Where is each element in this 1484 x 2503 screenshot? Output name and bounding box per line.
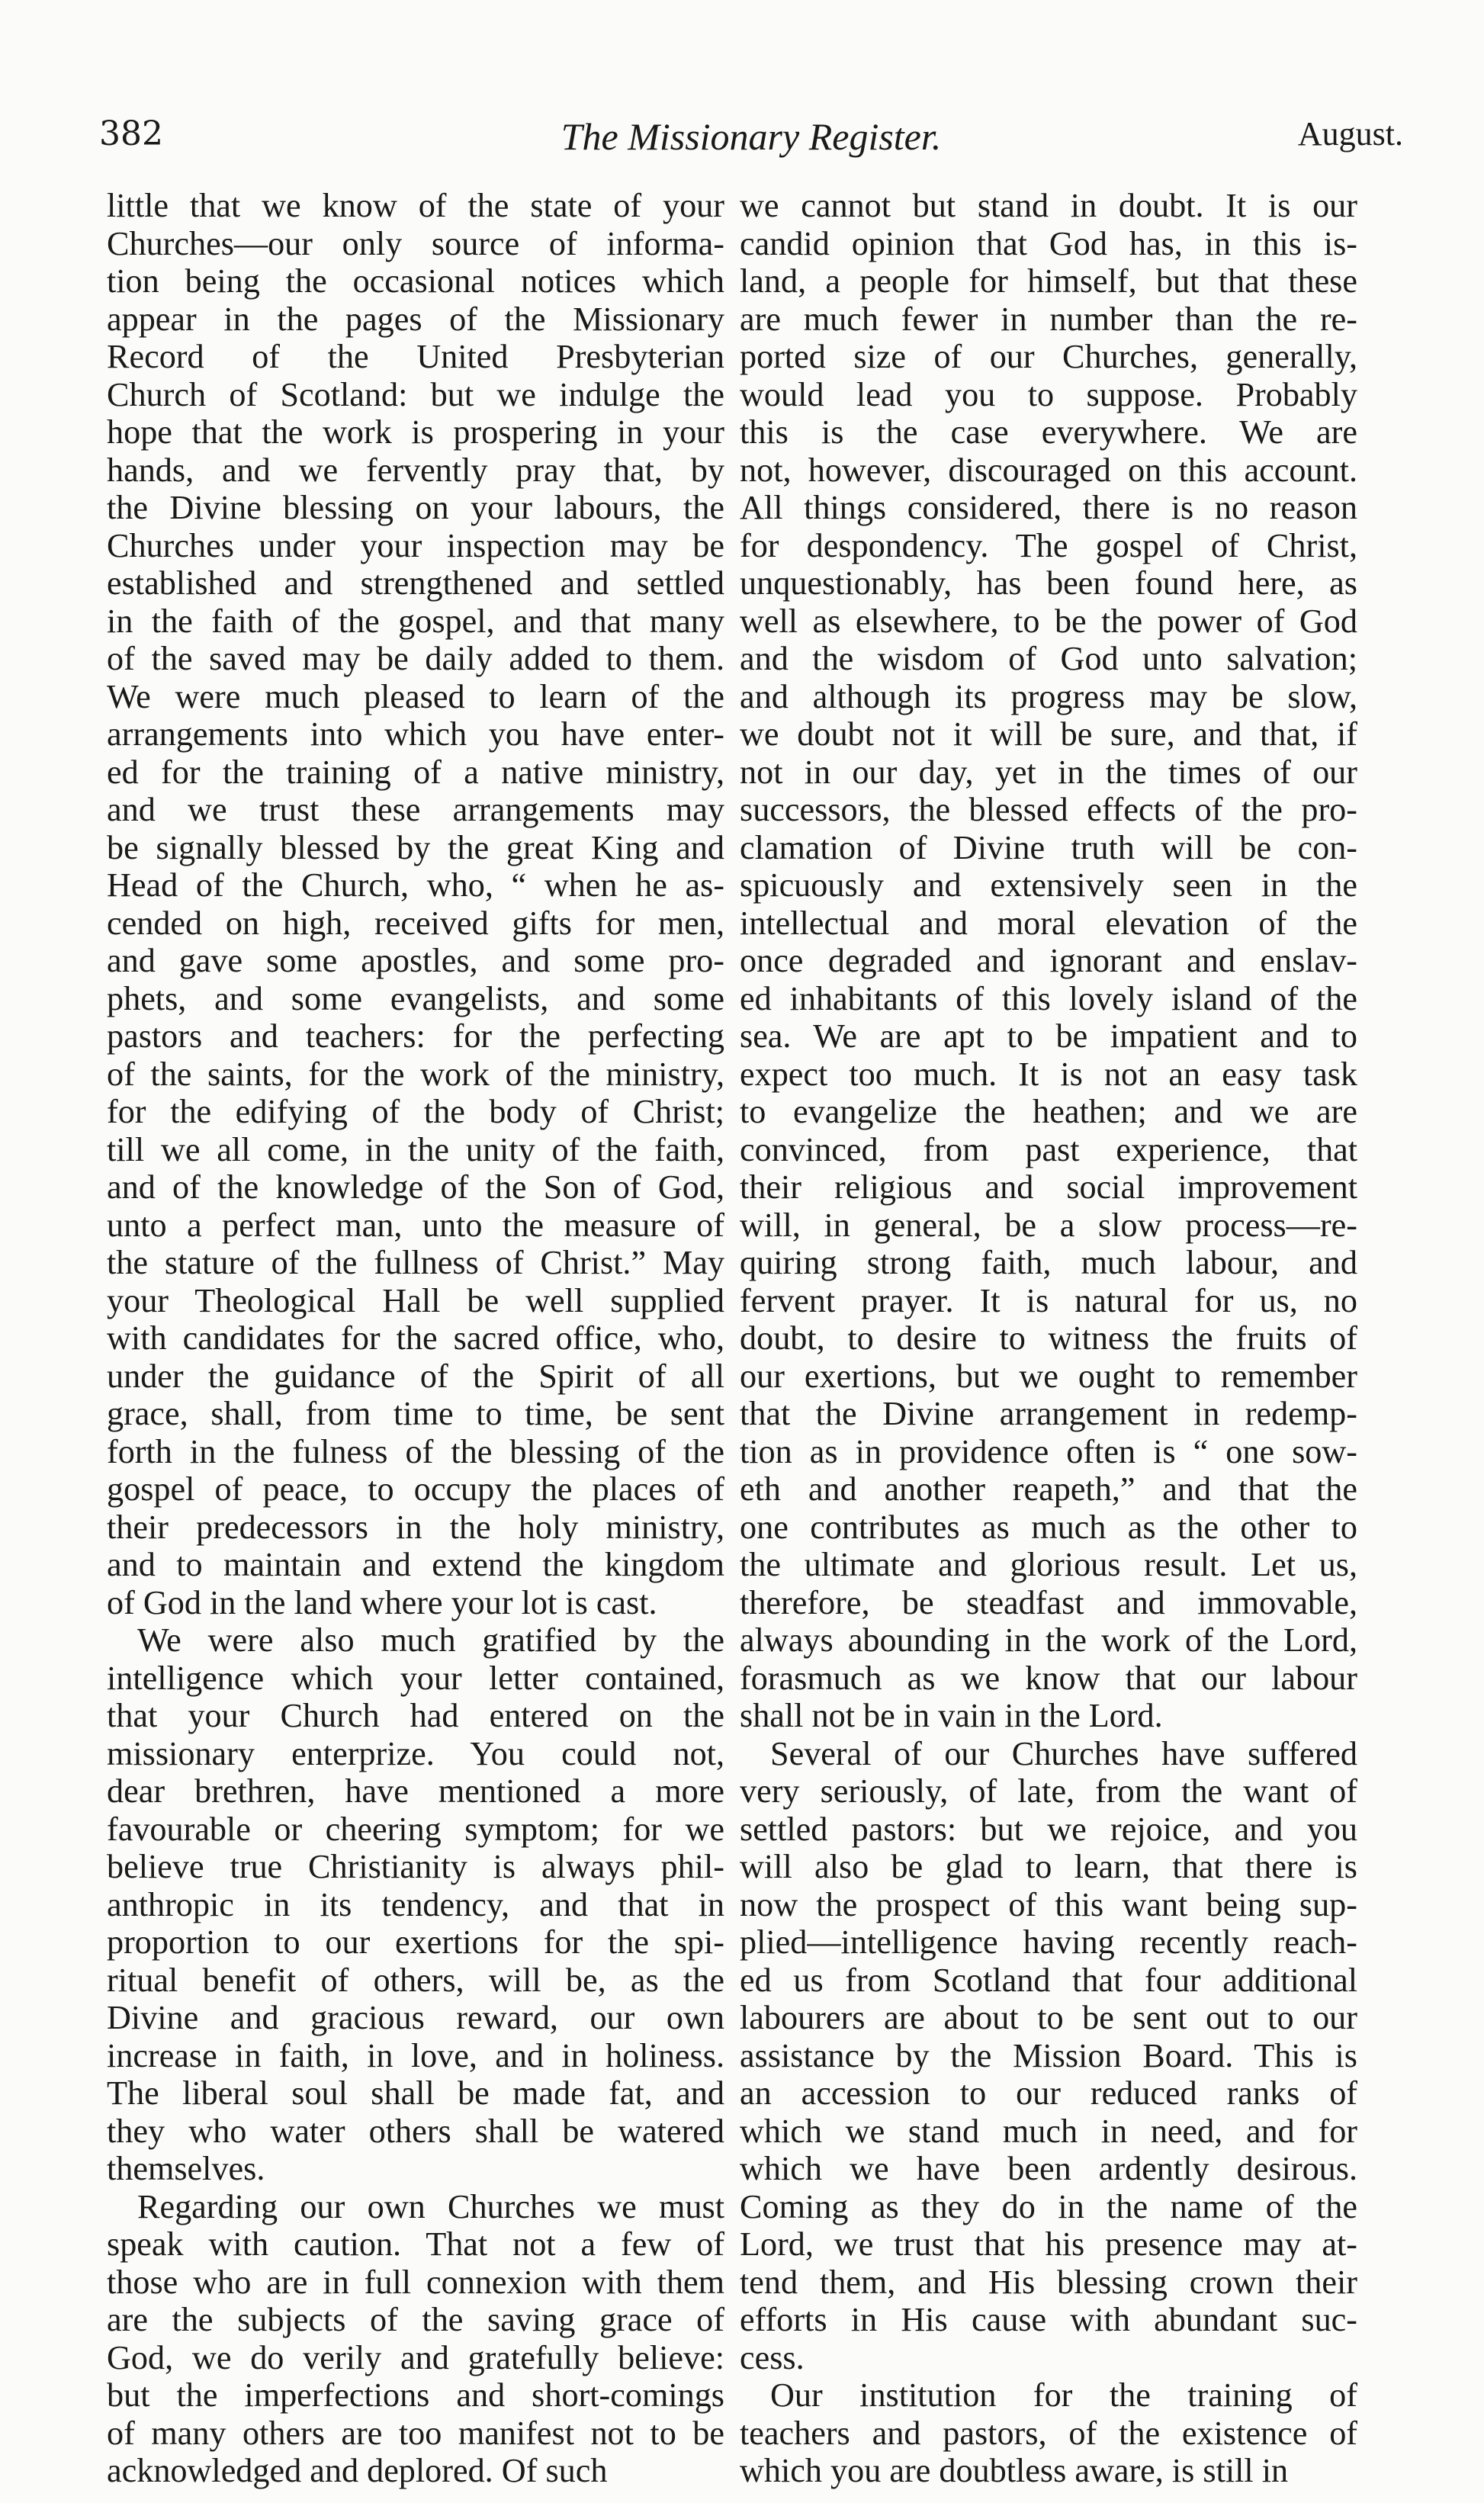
text-line: gospel of peace, to occupy the places of xyxy=(107,1470,724,1508)
text-line: of the saved may be daily added to them. xyxy=(107,640,724,677)
text-line: eth and another reapeth,” and that the xyxy=(740,1470,1357,1508)
text-line: spicuously and extensively seen in the xyxy=(740,866,1357,904)
text-line: and the wisdom of God unto salvation; xyxy=(740,640,1357,677)
text-line: Regarding our own Churches we must xyxy=(137,2187,724,2225)
text-line: land, a people for himself, but that these xyxy=(740,262,1357,300)
text-line: Several of our Churches have suffered xyxy=(770,1734,1357,1772)
text-line: expect too much. It is not an easy task xyxy=(740,1055,1357,1093)
text-line: they who water others shall be watered xyxy=(107,2112,724,2150)
text-line: and of the knowledge of the Son of God, xyxy=(107,1168,724,1206)
text-line: Coming as they do in the name of the xyxy=(740,2187,1357,2225)
text-line: not in our day, yet in the times of our xyxy=(740,753,1357,791)
text-line: not, however, discouraged on this account. xyxy=(740,451,1357,489)
text-line: hope that the work is prospering in your xyxy=(107,413,724,451)
text-line: Divine and gracious reward, our own xyxy=(107,1999,724,2036)
text-line: ed us from Scotland that four additional xyxy=(740,1961,1357,1999)
text-line: clamation of Divine truth will be con- xyxy=(740,828,1357,866)
right-column xyxy=(740,187,1357,2490)
text-line: established and strengthened and settled xyxy=(107,564,724,602)
text-line: grace, shall, from time to time, be sent xyxy=(107,1395,724,1432)
text-line: Lord, we trust that his presence may at- xyxy=(740,2225,1357,2263)
text-line: The liberal soul shall be made fat, and xyxy=(107,2074,724,2112)
text-line: efforts in His cause with abundant suc- xyxy=(740,2301,1357,2338)
running-month: August. xyxy=(1297,115,1403,153)
text-line: quiring strong faith, much labour, and xyxy=(740,1244,1357,1281)
text-line: that the Divine arrangement in redemp- xyxy=(740,1395,1357,1432)
text-line: the ultimate and glorious result. Let us, xyxy=(740,1546,1357,1583)
text-line: tion as in providence often is “ one sow- xyxy=(740,1432,1357,1470)
text-line: cended on high, received gifts for men, xyxy=(107,904,724,942)
text-line: we doubt not it will be sure, and that, if xyxy=(740,715,1357,753)
text-line: that your Church had entered on the xyxy=(107,1697,724,1734)
text-line: acknowledged and deplored. Of such xyxy=(107,2452,608,2489)
text-line: and gave some apostles, and some pro- xyxy=(107,942,724,979)
text-line: unto a perfect man, unto the measure of xyxy=(107,1206,724,1244)
text-line: one contributes as much as the other to xyxy=(740,1508,1357,1546)
text-line: once degraded and ignorant and enslav- xyxy=(740,942,1357,979)
text-line: their religious and social improvement xyxy=(740,1168,1357,1206)
text-line: Our institution for the training of xyxy=(770,2376,1357,2414)
text-line: for despondency. The gospel of Christ, xyxy=(740,526,1357,564)
text-line: always abounding in the work of the Lord, xyxy=(740,1621,1357,1659)
text-line: settled pastors: but we rejoice, and you xyxy=(740,1810,1357,1848)
text-line: the stature of the fullness of Christ.” May xyxy=(107,1244,724,1281)
text-line: Churches under your inspection may be xyxy=(107,526,724,564)
text-line: unquestionably, has been found here, as xyxy=(740,564,1357,602)
text-line: will also be glad to learn, that there is xyxy=(740,1848,1357,1885)
text-line: arrangements into which you have enter- xyxy=(107,715,724,753)
text-line: are much fewer in number than the re- xyxy=(740,300,1357,338)
text-line: those who are in full connexion with them xyxy=(107,2263,724,2301)
text-line: Churches—our only source of informa- xyxy=(107,224,724,262)
page-number: 382 xyxy=(99,114,163,153)
text-line: convinced, from past experience, that xyxy=(740,1130,1357,1168)
text-line: proportion to our exertions for the spi- xyxy=(107,1923,724,1961)
text-line: sea. We are apt to be impatient and to xyxy=(740,1017,1357,1055)
text-line: teachers and pastors, of the existence of xyxy=(740,2414,1357,2452)
text-line: phets, and some evangelists, and some xyxy=(107,979,724,1017)
text-line: are the subjects of the saving grace of xyxy=(107,2301,724,2338)
text-line: ritual benefit of others, will be, as the xyxy=(107,1961,724,1999)
text-line: now the prospect of this want being sup- xyxy=(740,1885,1357,1923)
text-line: anthropic in its tendency, and that in xyxy=(107,1885,724,1923)
text-line: which we have been ardently desirous. xyxy=(740,2150,1357,2187)
text-line: successors, the blessed effects of the pro- xyxy=(740,791,1357,828)
text-line: well as elsewhere, to be the power of God xyxy=(740,602,1357,640)
text-line: and to maintain and extend the kingdom xyxy=(107,1546,724,1583)
running-header xyxy=(99,114,1403,168)
text-line: and we trust these arrangements may xyxy=(107,791,724,828)
text-line: cess. xyxy=(740,2338,805,2376)
text-line: dear brethren, have mentioned a more xyxy=(107,1772,724,1810)
text-line: our exertions, but we ought to remember xyxy=(740,1357,1357,1395)
text-line: Church of Scotland: but we indulge the xyxy=(107,375,724,413)
text-line: We were much pleased to learn of the xyxy=(107,677,724,715)
text-line: ported size of our Churches, generally, xyxy=(740,338,1357,375)
text-line: of many others are too manifest not to be xyxy=(107,2414,724,2452)
text-line: till we all come, in the unity of the faith, xyxy=(107,1130,724,1168)
text-line: themselves. xyxy=(107,2150,265,2187)
text-line: All things considered, there is no reason xyxy=(740,489,1357,526)
text-line: little that we know of the state of your xyxy=(107,187,724,224)
text-line: candid opinion that God has, in this is- xyxy=(740,224,1357,262)
text-line: therefore, be steadfast and immovable, xyxy=(740,1583,1357,1621)
text-line: fervent prayer. It is natural for us, no xyxy=(740,1281,1357,1319)
text-line: of God in the land where your lot is cast. xyxy=(107,1583,657,1621)
text-line: their predecessors in the holy ministry, xyxy=(107,1508,724,1546)
text-line: hands, and we fervently pray that, by xyxy=(107,451,724,489)
text-line: believe true Christianity is always phil- xyxy=(107,1848,724,1885)
text-line: the Divine blessing on your labours, the xyxy=(107,489,724,526)
text-line: We were also much gratified by the xyxy=(137,1621,724,1659)
text-line: for the edifying of the body of Christ; xyxy=(107,1093,724,1130)
text-line: your Theological Hall be well supplied xyxy=(107,1281,724,1319)
text-line: tend them, and His blessing crown their xyxy=(740,2263,1357,2301)
text-line: to evangelize the heathen; and we are xyxy=(740,1093,1357,1130)
text-line: appear in the pages of the Missionary xyxy=(107,300,724,338)
text-line: intelligence which your letter contained, xyxy=(107,1659,724,1697)
left-column xyxy=(107,187,724,2490)
text-line: forasmuch as we know that our labour xyxy=(740,1659,1357,1697)
text-line: God, we do verily and gratefully believe: xyxy=(107,2338,724,2376)
text-line: forth in the fulness of the blessing of the xyxy=(107,1432,724,1470)
text-line: missionary enterprize. You could not, xyxy=(107,1734,724,1772)
text-line: speak with caution. That not a few of xyxy=(107,2225,724,2263)
text-line: Head of the Church, who, “ when he as- xyxy=(107,866,724,904)
text-line: and although its progress may be slow, xyxy=(740,677,1357,715)
text-line: be signally blessed by the great King and xyxy=(107,828,724,866)
text-line: Record of the United Presbyterian xyxy=(107,338,724,375)
text-line: pastors and teachers: for the perfecting xyxy=(107,1017,724,1055)
text-line: would lead you to suppose. Probably xyxy=(740,375,1357,413)
text-line: in the faith of the gospel, and that many xyxy=(107,602,724,640)
text-line: intellectual and moral elevation of the xyxy=(740,904,1357,942)
text-line: labourers are about to be sent out to our xyxy=(740,1999,1357,2036)
text-line: favourable or cheering symptom; for we xyxy=(107,1810,724,1848)
text-line: very seriously, of late, from the want of xyxy=(740,1772,1357,1810)
text-line: ed for the training of a native ministry, xyxy=(107,753,724,791)
text-line: under the guidance of the Spirit of all xyxy=(107,1357,724,1395)
text-line: we cannot but stand in doubt. It is our xyxy=(740,187,1357,224)
text-line: tion being the occasional notices which xyxy=(107,262,724,300)
text-line: which you are doubtless aware, is still in xyxy=(740,2452,1289,2489)
text-line: with candidates for the sacred office, who, xyxy=(107,1319,724,1357)
text-line: doubt, to desire to witness the fruits of xyxy=(740,1319,1357,1357)
running-title: The Missionary Register. xyxy=(561,115,942,158)
text-line: but the imperfections and short-comings xyxy=(107,2376,724,2414)
text-line: will, in general, be a slow process—re- xyxy=(740,1206,1357,1244)
text-line: of the saints, for the work of the ministry, xyxy=(107,1055,724,1093)
text-line: ed inhabitants of this lovely island of the xyxy=(740,979,1357,1017)
text-line: plied—intelligence having recently reach- xyxy=(740,1923,1357,1961)
text-line: which we stand much in need, and for xyxy=(740,2112,1357,2150)
text-line: shall not be in vain in the Lord. xyxy=(740,1697,1163,1734)
text-line: this is the case everywhere. We are xyxy=(740,413,1357,451)
text-line: increase in faith, in love, and in holiness. xyxy=(107,2036,724,2074)
text-line: assistance by the Mission Board. This is xyxy=(740,2036,1357,2074)
text-line: an accession to our reduced ranks of xyxy=(740,2074,1357,2112)
